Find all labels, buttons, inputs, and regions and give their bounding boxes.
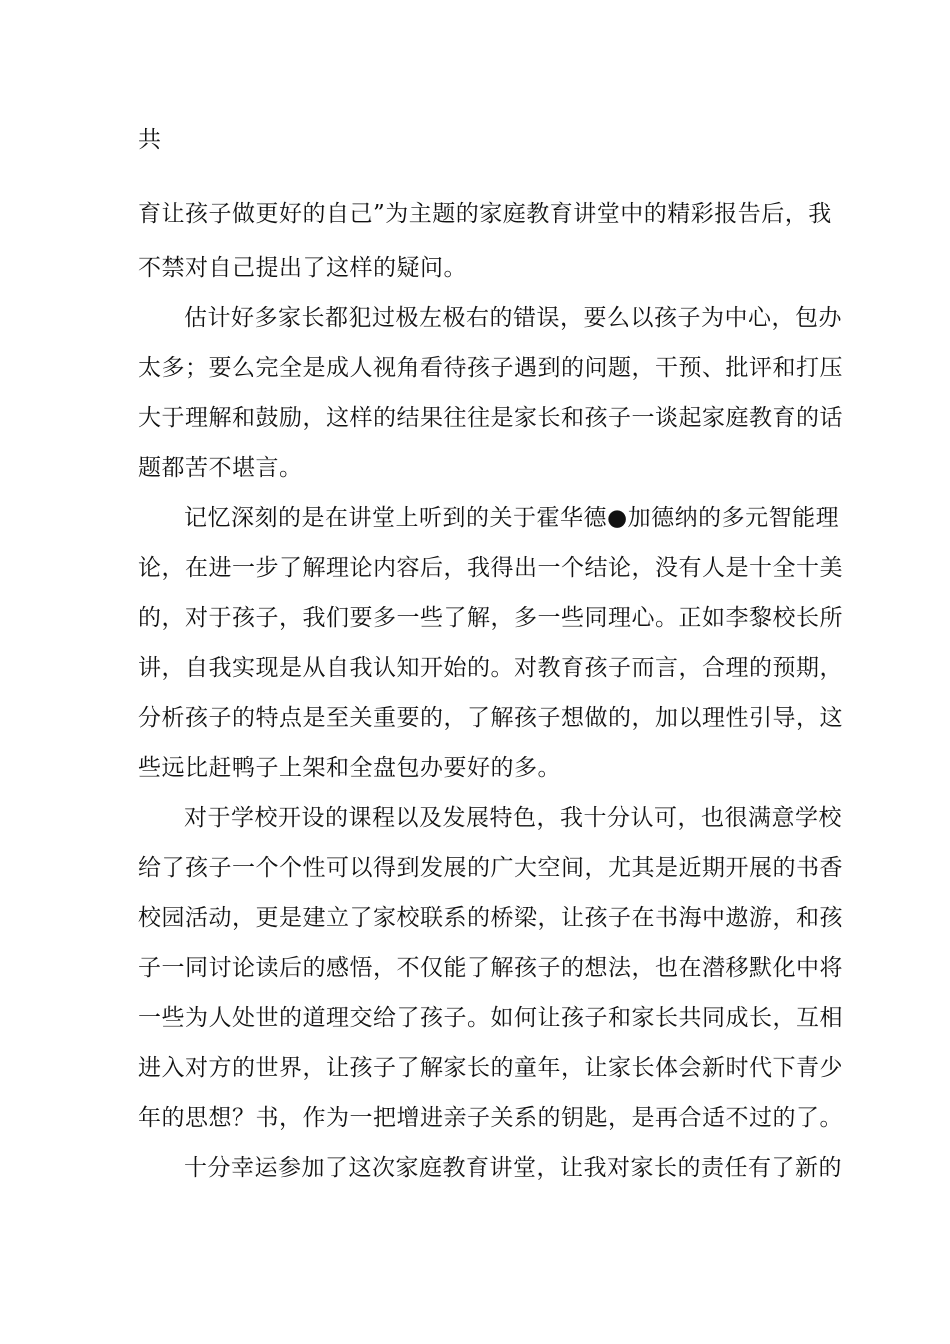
text-line: 一些为人处世的道理交给了孩子。如何让孩子和家长共同成长，互相: [138, 1005, 843, 1031]
text-line: 对于学校开设的课程以及发展特色，我十分认可，也很满意学校: [184, 805, 842, 831]
text-line: 大于理解和鼓励，这样的结果往往是家长和孩子一谈起家庭教育的话: [138, 405, 843, 431]
text-line: 分析孩子的特点是至关重要的，了解孩子想做的，加以理性引导，这: [138, 705, 843, 731]
text-line: 太多；要么完全是成人视角看待孩子遇到的问题，干预、批评和打压: [138, 355, 843, 381]
text-line: 题都苦不堪言。: [138, 455, 303, 481]
text-line: 些远比赶鸭子上架和全盘包办要好的多。: [138, 755, 561, 781]
text-line: 的，对于孩子，我们要多一些了解，多一些同理心。正如李黎校长所: [138, 605, 843, 631]
text-line: 共: [138, 127, 162, 153]
text-line: 育让孩子做更好的自己”为主题的家庭教育讲堂中的精彩报告后，我: [138, 201, 832, 227]
text-line: 给了孩子一个个性可以得到发展的广大空间，尤其是近期开展的书香: [138, 855, 843, 881]
text-line: 讲，自我实现是从自我认知开始的。对教育孩子而言，合理的预期，: [138, 655, 843, 681]
text-line: 记忆深刻的是在讲堂上听到的关于霍华德●加德纳的多元智能理: [184, 505, 840, 531]
text-line: 校园活动，更是建立了家校联系的桥梁，让孩子在书海中遨游，和孩: [138, 905, 843, 931]
text-line: 子一同讨论读后的感悟，不仅能了解孩子的想法，也在潜移默化中将: [138, 955, 843, 981]
text-line: 十分幸运参加了这次家庭教育讲堂，让我对家长的责任有了新的: [184, 1155, 842, 1181]
text-line: 不禁对自己提出了这样的疑问。: [138, 255, 467, 281]
text-line: 论，在进一步了解理论内容后，我得出一个结论，没有人是十全十美: [138, 555, 843, 581]
text-line: 估计好多家长都犯过极左极右的错误，要么以孩子为中心，包办: [184, 305, 842, 331]
text-line: 进入对方的世界，让孩子了解家长的童年，让家长体会新时代下青少: [138, 1055, 843, 1081]
text-line: 年的思想？书，作为一把增进亲子关系的钥匙，是再合适不过的了。: [138, 1105, 843, 1131]
